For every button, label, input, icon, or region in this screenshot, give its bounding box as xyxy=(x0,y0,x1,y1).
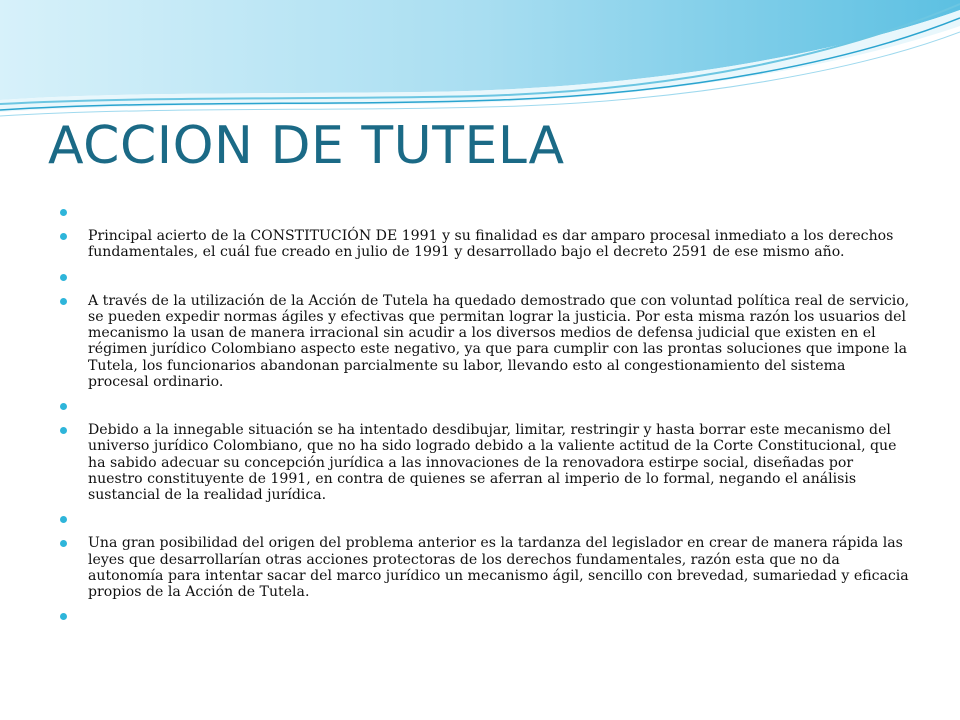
bullet-text: Debido a la innegable situación se ha intentado desdibujar, limitar, restringir y hasta borrar este mecanismo del universo jurídico Colombiano, que no ha sido logrado debido a la valiente actitud de la Corte Constitucional, que ha sabido adecuar su concepción jurídica a las innovaciones de la renovadora estirpe social, diseñadas por nuestro constituyente de 1991, en contra de quienes se aferran al imperio de lo formal, negando el análisis sustancial de la realidad jurídica. xyxy=(88,422,897,503)
bullet-item xyxy=(60,293,910,390)
slide-title: ACCION DE TUTELA xyxy=(48,116,565,176)
bullet-dot-icon xyxy=(60,403,67,410)
bullet-list xyxy=(60,204,910,632)
header-wave-decoration xyxy=(0,0,960,130)
bullet-item xyxy=(60,204,910,220)
bullet-dot-icon xyxy=(60,613,67,620)
bullet-item xyxy=(60,422,910,503)
bullet-item xyxy=(60,608,910,624)
bullet-dot-icon xyxy=(60,298,67,305)
bullet-item xyxy=(60,511,910,527)
bullet-item xyxy=(60,228,910,260)
bullet-text: Principal acierto de la CONSTITUCIÓN DE 1991 y su finalidad es dar amparo procesal inmediato a los derechos fundamentales, el cuál fue creado en julio de 1991 y desarrollado bajo el decreto 2591 de ese mismo año. xyxy=(88,228,894,261)
bullet-dot-icon xyxy=(60,516,67,523)
bullet-text: Una gran posibilidad del origen del problema anterior es la tardanza del legislador en crear de manera rápida las leyes que desarrollarían otras acciones protectoras de los derechos fundamentales, razón esta que no da autonomía para intentar sacar del marco jurídico un mecanismo ágil, sencillo con brevedad, sumariedad y eficacia propios de la Acción de Tutela. xyxy=(88,535,909,600)
bullet-dot-icon xyxy=(60,209,67,216)
bullet-dot-icon xyxy=(60,274,67,281)
bullet-text: A través de la utilización de la Acción de Tutela ha quedado demostrado que con voluntad política real de servicio, se pueden expedir normas ágiles y efectivas que permitan lograr la justicia. Por esta misma razón los usuarios del mecanismo la usan de manera irracional sin acudir a los diversos medios de defensa judicial que existen en el régimen jurídico Colombiano aspecto este negativo, ya que para cumplir con las prontas soluciones que impone la Tutela, los funcionarios abandonan parcialmente su labor, llevando esto al congestionamiento del sistema procesal ordinario. xyxy=(88,292,910,390)
bullet-item xyxy=(60,535,910,600)
bullet-dot-icon xyxy=(60,233,67,240)
bullet-dot-icon xyxy=(60,540,67,547)
bullet-dot-icon xyxy=(60,427,67,434)
bullet-item xyxy=(60,398,910,414)
bullet-item xyxy=(60,269,910,285)
